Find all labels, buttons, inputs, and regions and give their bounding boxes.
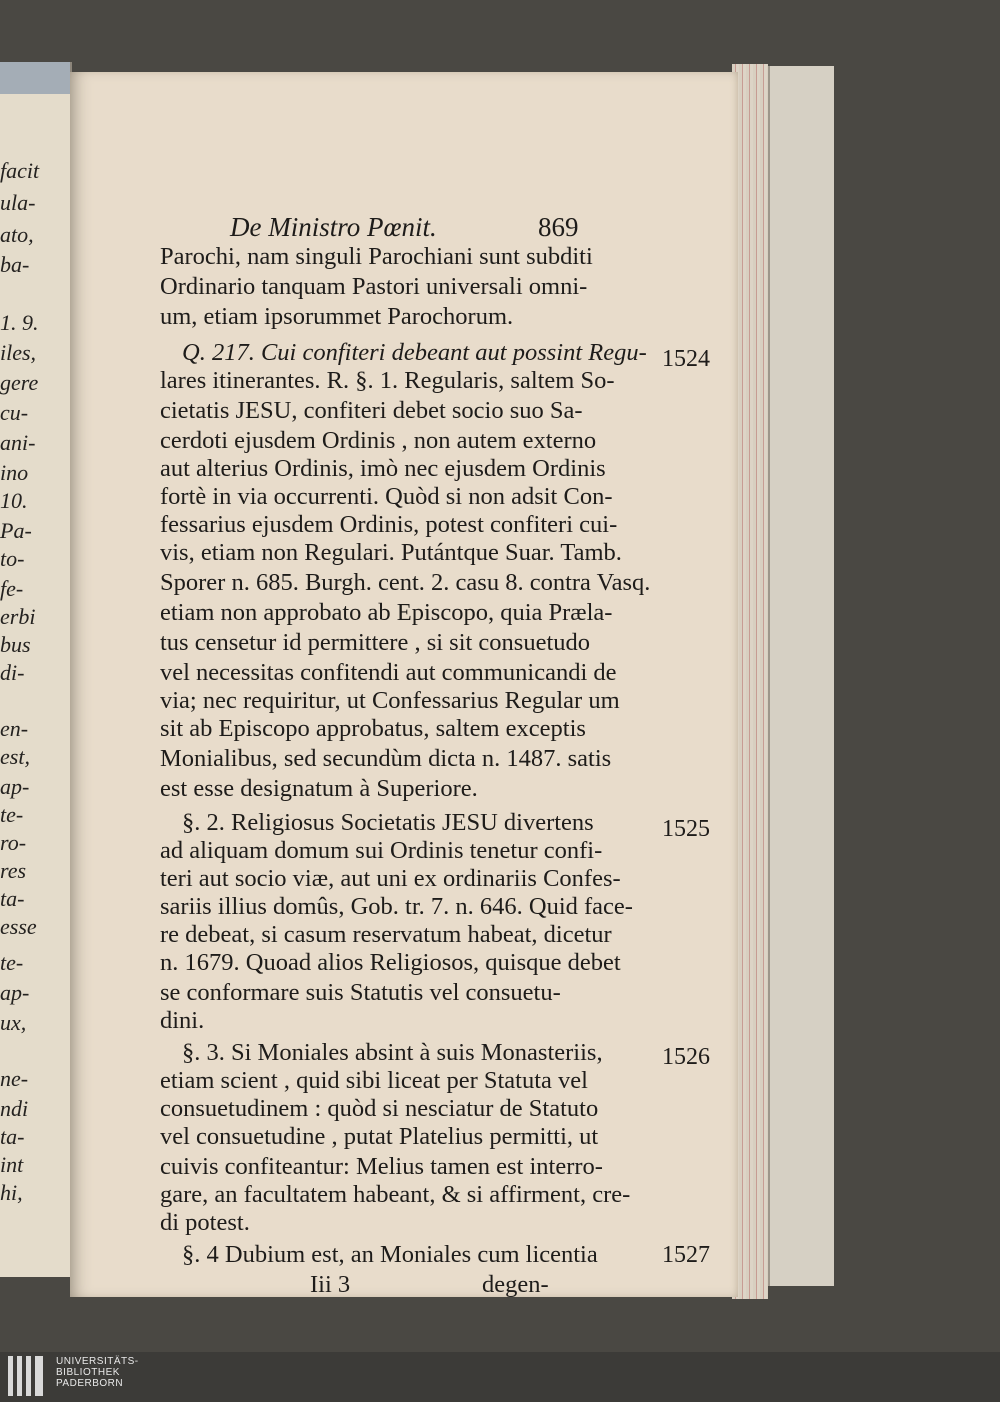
library-name-line: UNIVERSITÄTS- (56, 1356, 139, 1367)
left-fragment: ba- (0, 252, 30, 277)
left-fragment: esse (0, 914, 37, 939)
text-line: di potest. (160, 1209, 250, 1236)
left-fragment: ta- (0, 1124, 25, 1149)
text-line: lares itinerantes. R. §. 1. Regularis, saltem So- (160, 367, 615, 394)
text-line: §. 4 Dubium est, an Moniales cum licentia (182, 1241, 598, 1268)
book-cover (768, 66, 834, 1286)
signature-mark: Iii 3 (310, 1271, 351, 1298)
text-line: fessarius ejusdem Ordinis, potest confiteri cui- (160, 511, 618, 538)
left-fragment: ro- (0, 830, 27, 855)
text-line: vel consuetudine , putat Platelius permitti, ut (160, 1123, 599, 1150)
left-fragment: Pa- (0, 518, 32, 543)
left-fragment: gere (0, 370, 39, 395)
text-line: n. 1679. Quoad alios Religiosos, quisque debet (160, 949, 621, 976)
text-line: vel necessitas confitendi aut communicandi de (160, 659, 617, 686)
left-fragment: 1. 9. (0, 310, 39, 335)
text-line: Monialibus, sed secundùm dicta n. 1487. satis (160, 745, 612, 772)
left-fragment: fe- (0, 576, 24, 601)
text-line: tus censetur id permittere , si sit consuetudo (160, 629, 591, 656)
left-fragment: ino (0, 460, 29, 485)
left-fragment: di- (0, 660, 25, 685)
page-number: 869 (538, 212, 579, 242)
left-fragment: te- (0, 802, 24, 827)
text-line: est esse designatum à Superiore. (160, 775, 478, 802)
catchword: degen- (482, 1271, 549, 1298)
right-page (70, 72, 738, 1297)
text-line: etiam scient , quid sibi liceat per Statuta vel (160, 1067, 588, 1094)
text-line: §. 2. Religiosus Societatis JESU divertens (182, 809, 594, 836)
text-line: Ordinario tanquam Pastori universali omni- (160, 273, 588, 300)
left-fragment: iles, (0, 340, 37, 365)
left-fragment: bus (0, 632, 31, 657)
left-fragment: hi, (0, 1180, 23, 1205)
left-fragment: res (0, 858, 27, 883)
left-fragment: 10. (0, 488, 28, 513)
text-line: fortè in via occurrenti. Quòd si non adsit Con- (160, 483, 613, 510)
library-name (56, 1356, 139, 1389)
text-line: vis, etiam non Regulari. Putántque Suar. Tamb. (160, 539, 622, 566)
library-name-line: BIBLIOTHEK (56, 1367, 120, 1378)
running-header: De Ministro Pœnit. (230, 212, 437, 242)
left-fragment: ani- (0, 430, 36, 455)
text-line: gare, an facultatem habeant, & si affirment, cre- (160, 1181, 631, 1208)
text-line: ad aliquam domum sui Ordinis tenetur confi- (160, 837, 603, 864)
left-fragment: erbi (0, 604, 36, 629)
text-line: §. 3. Si Moniales absint à suis Monasteriis, (182, 1039, 603, 1066)
left-fragment: int (0, 1152, 24, 1177)
text-line: consuetudinem : quòd si nesciatur de Statuto (160, 1095, 599, 1122)
left-fragment: ula- (0, 190, 36, 215)
left-fragment: te- (0, 950, 24, 975)
text-line: sit ab Episcopo approbatus, saltem exceptis (160, 715, 586, 742)
left-fragment: ap- (0, 774, 30, 799)
left-page-edge (0, 62, 70, 94)
text-line: via; nec requiritur, ut Confessarius Regular um (160, 687, 620, 714)
left-fragment: ap- (0, 980, 30, 1005)
left-fragment: ux, (0, 1010, 27, 1035)
left-fragment: ndi (0, 1096, 29, 1121)
marginal-number: 1527 (662, 1242, 710, 1268)
text-line: um, etiam ipsorummet Parochorum. (160, 303, 514, 330)
text-line: cerdoti ejusdem Ordinis , non autem externo (160, 427, 597, 454)
marginal-number: 1525 (662, 816, 710, 842)
text-line: sariis illius domûs, Gob. tr. 7. n. 646. Quid face- (160, 893, 633, 920)
text-line: etiam non approbato ab Episcopo, quia Præla- (160, 599, 613, 626)
text-line: Parochi, nam singuli Parochiani sunt subditi (160, 243, 593, 270)
footer-bar (0, 1352, 1000, 1402)
marginal-number: 1526 (662, 1044, 710, 1070)
text-line: cuivis confiteantur: Melius tamen est interro- (160, 1153, 603, 1180)
text-line: Sporer n. 685. Burgh. cent. 2. casu 8. contra Vasq. (160, 569, 651, 596)
left-fragment: en- (0, 716, 29, 741)
left-fragment: cu- (0, 400, 29, 425)
text-line: Q. 217. Cui confiteri debeant aut possint Regu- (182, 339, 647, 366)
marginal-number: 1524 (662, 346, 710, 372)
text-line: aut alterius Ordinis, imò nec ejusdem Ordinis (160, 455, 606, 482)
text-line: re debeat, si casum reservatum habeat, dicetur (160, 921, 612, 948)
left-fragment: ne- (0, 1066, 29, 1091)
left-fragment: to- (0, 546, 25, 571)
library-logo-icon (8, 1356, 46, 1396)
text-line: se conformare suis Statutis vel consuetu- (160, 979, 561, 1006)
text-line: dini. (160, 1007, 205, 1034)
library-name-line: PADERBORN (56, 1378, 124, 1389)
left-fragment: ta- (0, 886, 25, 911)
left-fragment: ato, (0, 222, 34, 247)
text-line: cietatis JESU, confiteri debet socio suo Sa- (160, 397, 583, 424)
left-fragment: facit (0, 158, 40, 183)
left-fragment: est, (0, 744, 30, 769)
text-line: teri aut socio viæ, aut uni ex ordinariis Confes- (160, 865, 621, 892)
